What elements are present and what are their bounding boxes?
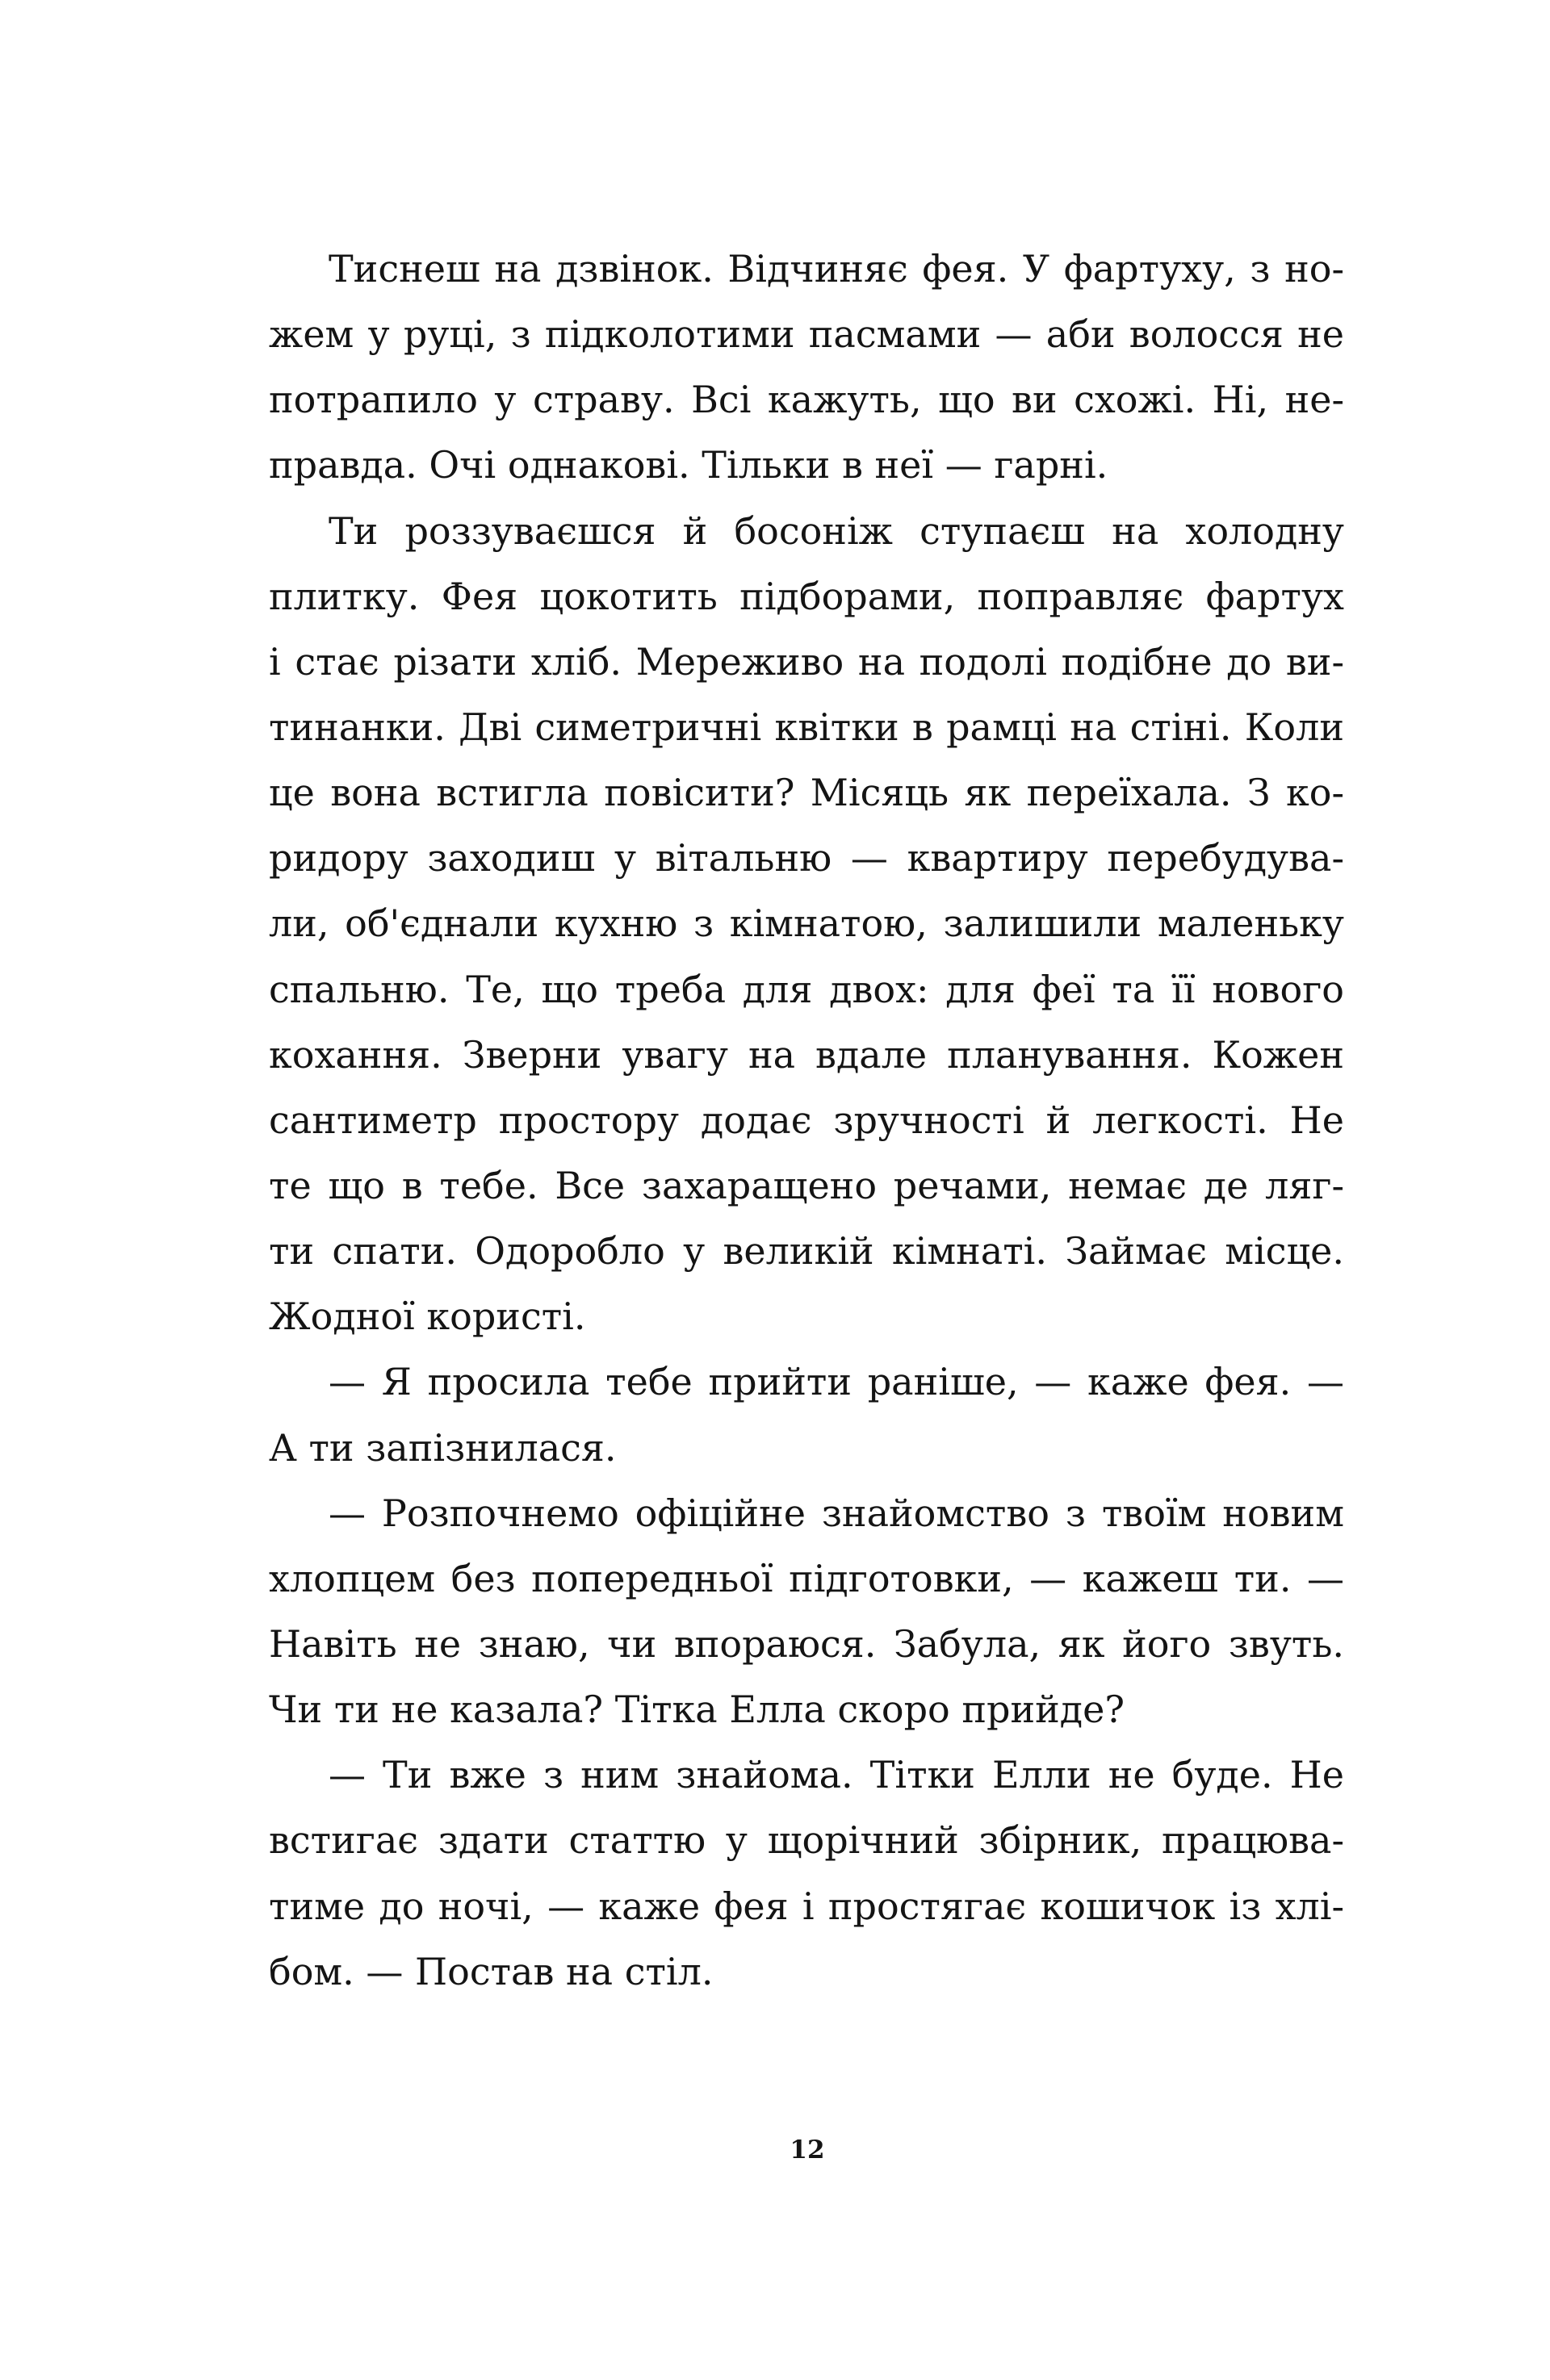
text-line: тиме до ночі, — каже фея і простягає кошичок із хлі-	[269, 1884, 1344, 1928]
text-line: встигає здати статтю у щорічний збірник, працюва-	[269, 1818, 1344, 1863]
text-line: це вона встигла повісити? Місяць як переїхала. З ко-	[269, 771, 1344, 815]
text-line: хлопцем без попередньої підготовки, — кажеш ти. —	[269, 1556, 1344, 1600]
text-line: ридору заходиш у вітальню — квартиру перебудува-	[269, 836, 1344, 880]
text-line: Тиснеш на дзвінок. Відчиняє фея. У фартуху, з но-	[329, 247, 1344, 291]
text-line: Навіть не знаю, чи впораюся. Забула, як його звуть.	[269, 1621, 1344, 1666]
text-line: — Я просила тебе прийти раніше, — каже фея. —	[329, 1360, 1344, 1404]
text-line: жем у руці, з підколотими пасмами — аби волосся не	[269, 312, 1344, 357]
text-line: те що в тебе. Все захаращено речами, немає де ляг-	[269, 1163, 1344, 1207]
text-line: Ти роззуваєшся й босоніж ступаєш на холодну	[329, 508, 1344, 553]
text-line: тинанки. Дві симетричні квітки в рамці на стіні. Коли	[269, 705, 1344, 749]
body-text	[269, 236, 1344, 2005]
text-line: Жодної користі.	[269, 1295, 586, 1339]
text-line: А ти запізнилася.	[269, 1425, 617, 1470]
text-line: потрапило у страву. Всі кажуть, що ви схожі. Ні, не-	[269, 378, 1344, 422]
text-line: ти спати. Одоробло у великій кімнаті. Займає місце.	[269, 1229, 1344, 1274]
text-line: Чи ти не казала? Тітка Елла скоро прийде?	[269, 1688, 1125, 1732]
text-line: бом. — Постав на стіл.	[269, 1949, 714, 1993]
text-line: правда. Очі однакові. Тільки в неї — гарні.	[269, 443, 1108, 487]
text-line: спальню. Те, що треба для двох: для феї та її нового	[269, 967, 1344, 1011]
text-line: сантиметр простору додає зручності й легкості. Не	[269, 1098, 1344, 1142]
text-line: — Розпочнемо офіційне знайомство з твоїм новим	[329, 1491, 1344, 1535]
text-line: кохання. Зверни увагу на вдале планування. Кожен	[269, 1032, 1344, 1077]
text-line: — Ти вже з ним знайома. Тітки Елли не буде. Не	[329, 1753, 1344, 1797]
text-line: плитку. Фея цокотить підборами, поправляє фартух	[269, 574, 1344, 618]
page-number: 12	[790, 2135, 825, 2165]
text-line: і стає різати хліб. Мереживо на подолі подібне до ви-	[269, 639, 1344, 684]
text-line: ли, об'єднали кухню з кімнатою, залишили маленьку	[269, 901, 1344, 946]
